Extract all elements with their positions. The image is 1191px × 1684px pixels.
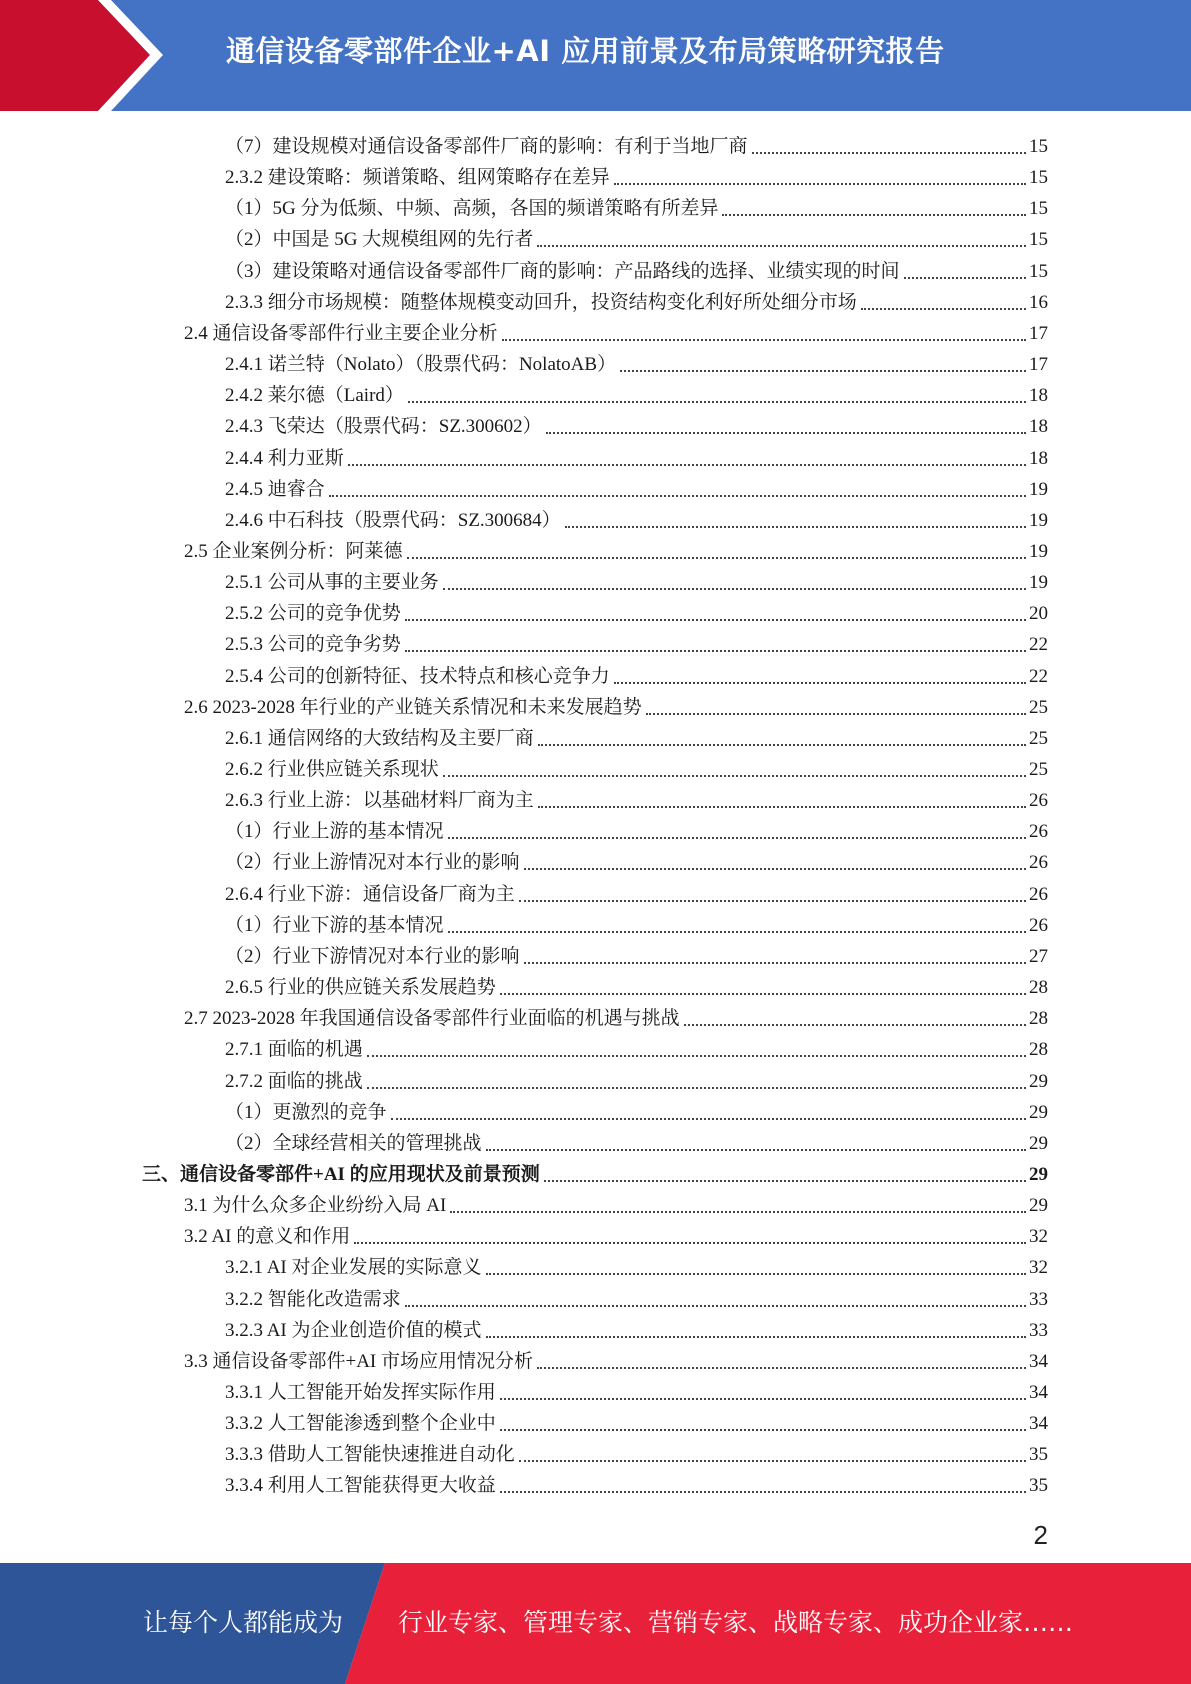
toc-dot-leader <box>500 993 1026 995</box>
toc-entry-title: 三、通信设备零部件+AI 的应用现状及前景预测 <box>142 1163 540 1185</box>
toc-dot-leader <box>448 931 1026 933</box>
toc-dot-leader <box>538 744 1026 746</box>
toc-entry-page: 25 <box>1029 759 1048 780</box>
toc-entry-title: 2.5 企业案例分析：阿莱德 <box>184 540 403 562</box>
toc-dot-leader <box>367 1087 1026 1089</box>
toc-dot-leader <box>408 401 1026 403</box>
toc-dot-leader <box>443 588 1026 590</box>
toc-entry-title: 2.4.2 莱尔德（Laird） <box>225 385 404 407</box>
toc-dot-leader <box>500 1429 1026 1431</box>
toc-dot-leader <box>538 806 1026 808</box>
toc-entry[interactable] <box>225 969 1048 1000</box>
toc-entry-page: 25 <box>1029 727 1048 749</box>
toc-dot-leader <box>405 650 1026 652</box>
toc-entry-page: 29 <box>1029 1070 1048 1092</box>
toc-dot-leader <box>486 1273 1026 1275</box>
page-number: 2 <box>1033 1520 1048 1550</box>
toc-entry[interactable] <box>225 1249 1048 1280</box>
toc-entry[interactable] <box>225 813 1048 844</box>
toc-entry-title: （1）行业下游的基本情况 <box>225 914 444 936</box>
toc-dot-leader <box>524 868 1026 870</box>
toc-entry-page: 26 <box>1029 883 1048 905</box>
toc-entry[interactable] <box>225 1063 1048 1094</box>
toc-entry-title: 2.4 通信设备零部件行业主要企业分析 <box>184 322 498 344</box>
toc-entry[interactable] <box>225 1031 1048 1062</box>
toc-entry-page: 34 <box>1029 1413 1048 1435</box>
toc-entry-page: 15 <box>1029 260 1048 282</box>
toc-dot-leader <box>537 245 1026 247</box>
toc-entry-title: （1）行业上游的基本情况 <box>225 821 444 843</box>
toc-entry-page: 26 <box>1029 914 1048 936</box>
toc-dot-leader <box>486 1336 1026 1338</box>
toc-entry-title: 3.1 为什么众多企业纷纷入局 AI <box>184 1195 447 1217</box>
toc-dot-leader <box>354 1242 1026 1244</box>
toc-entry-title: 2.6.2 行业供应链关系现状 <box>225 759 439 780</box>
toc-dot-leader <box>546 432 1026 434</box>
toc-entry[interactable] <box>225 502 1048 533</box>
toc-entry-page: 15 <box>1029 167 1048 189</box>
toc-entry-page: 34 <box>1029 1350 1048 1372</box>
toc-entry-title: 2.3.2 建设策略：频谱策略、组网策略存在差异 <box>225 167 610 189</box>
toc-entry-page: 34 <box>1029 1382 1048 1403</box>
toc-entry-title: 2.6.4 行业下游：通信设备厂商为主 <box>225 883 515 905</box>
toc-dot-leader <box>620 370 1026 372</box>
toc-entry-title: 2.6.1 通信网络的大致结构及主要厂商 <box>225 727 534 749</box>
toc-entry-title: （1）更激烈的竞争 <box>225 1101 387 1123</box>
toc-entry-title: 2.5.3 公司的竞争劣势 <box>225 634 401 656</box>
toc-entry-page: 27 <box>1029 945 1048 967</box>
toc-entry-page: 32 <box>1029 1226 1048 1248</box>
toc-entry-page: 25 <box>1029 696 1048 718</box>
toc-entry[interactable] <box>184 1000 1048 1031</box>
toc-entry-page: 35 <box>1029 1444 1048 1466</box>
toc-entry[interactable] <box>225 1094 1048 1125</box>
toc-entry-title: （2）全球经营相关的管理挑战 <box>225 1132 482 1154</box>
toc-entry[interactable] <box>225 1436 1048 1467</box>
toc-dot-leader <box>407 557 1026 559</box>
toc-entry-page: 18 <box>1029 447 1048 469</box>
toc-entry[interactable] <box>184 1218 1048 1249</box>
toc-entry-page: 26 <box>1029 821 1048 843</box>
toc-dot-leader <box>752 152 1026 154</box>
toc-dot-leader <box>861 308 1026 310</box>
toc-entry-title: （3）建设策略对通信设备零部件厂商的影响：产品路线的选择、业绩实现的时间 <box>225 260 900 282</box>
toc-entry-title: 2.6.3 行业上游：以基础材料厂商为主 <box>225 790 534 812</box>
toc-entry-title: 2.5.4 公司的创新特征、技术特点和核心竞争力 <box>225 665 610 687</box>
toc-entry[interactable] <box>225 159 1048 190</box>
toc-entry-page: 33 <box>1029 1319 1048 1341</box>
toc-dot-leader <box>519 900 1026 902</box>
toc-entry-page: 15 <box>1029 229 1048 251</box>
toc-entry[interactable] <box>225 1467 1048 1498</box>
toc-entry-page: 26 <box>1029 790 1048 812</box>
toc-entry-page: 33 <box>1029 1288 1048 1310</box>
toc-dot-leader <box>405 619 1026 621</box>
toc-entry-title: 2.5.1 公司从事的主要业务 <box>225 572 439 594</box>
toc-entry-page: 19 <box>1029 509 1048 531</box>
toc-entry[interactable] <box>225 408 1048 439</box>
toc-dot-leader <box>448 837 1026 839</box>
toc-entry-page: 28 <box>1029 1008 1048 1030</box>
header-red-chevron <box>0 0 150 111</box>
toc-entry[interactable] <box>225 440 1048 471</box>
toc-dot-leader <box>391 1118 1026 1120</box>
toc-entry-title: 3.3 通信设备零部件+AI 市场应用情况分析 <box>184 1350 534 1372</box>
toc-dot-leader <box>565 526 1026 528</box>
toc-entry-title: 3.2.2 智能化改造需求 <box>225 1288 401 1310</box>
toc-entry[interactable] <box>225 564 1048 595</box>
toc-entry-page: 29 <box>1029 1195 1048 1217</box>
toc-dot-leader <box>524 962 1026 964</box>
toc-dot-leader <box>537 1367 1026 1369</box>
toc-entry-title: 2.4.5 迪睿合 <box>225 478 325 500</box>
toc-entry[interactable] <box>225 658 1048 689</box>
toc-entry[interactable] <box>225 907 1048 938</box>
toc-entry-page: 28 <box>1029 1039 1048 1061</box>
toc-entry-page: 22 <box>1029 634 1048 656</box>
toc-entry-page: 29 <box>1029 1163 1048 1185</box>
toc-entry[interactable] <box>225 1125 1048 1156</box>
toc-entry-title: 3.2.3 AI 为企业创造价值的模式 <box>225 1319 482 1341</box>
toc-entry[interactable] <box>225 1405 1048 1436</box>
toc-entry-page: 20 <box>1029 603 1048 625</box>
report-title: 通信设备零部件企业+AI 应用前景及布局策略研究报告 <box>226 34 945 68</box>
toc-entry-page: 16 <box>1029 291 1048 313</box>
toc-entry-page: 35 <box>1029 1475 1048 1497</box>
toc-entry[interactable] <box>225 128 1048 159</box>
toc-entry[interactable] <box>225 221 1048 252</box>
toc-dot-leader <box>519 1460 1026 1462</box>
toc-dot-leader <box>502 339 1026 341</box>
toc-entry-title: 2.7.1 面临的机遇 <box>225 1039 363 1061</box>
page-header <box>0 0 1191 111</box>
toc-dot-leader <box>405 1305 1026 1307</box>
toc-dot-leader <box>329 495 1026 497</box>
toc-entry-title: 2.3.3 细分市场规模：随整体规模变动回升，投资结构变化利好所处细分市场 <box>225 291 857 313</box>
toc-entry-page: 29 <box>1029 1132 1048 1154</box>
toc-entry[interactable] <box>225 595 1048 626</box>
toc-dot-leader <box>367 1055 1026 1057</box>
toc-entry-page: 26 <box>1029 852 1048 874</box>
toc-entry-title: （1）5G 分为低频、中频、高频，各国的频谱策略有所差异 <box>225 198 719 220</box>
toc-entry-title: （2）行业上游情况对本行业的影响 <box>225 852 520 874</box>
toc-entry-page: 19 <box>1029 478 1048 500</box>
toc-entry[interactable] <box>184 533 1048 564</box>
toc-entry[interactable] <box>225 346 1048 377</box>
toc-dot-leader <box>450 1211 1026 1213</box>
toc-entry-page: 29 <box>1029 1101 1048 1123</box>
toc-entry[interactable] <box>225 782 1048 813</box>
toc-dot-leader <box>722 214 1026 216</box>
toc-entry[interactable] <box>225 626 1048 657</box>
toc-entry-page: 15 <box>1029 198 1048 220</box>
toc-dot-leader <box>904 277 1026 279</box>
toc-entry-title: （7）建设规模对通信设备零部件厂商的影响：有利于当地厂商 <box>225 136 748 157</box>
toc-dot-leader <box>646 713 1026 715</box>
toc-entry-page: 18 <box>1029 385 1048 407</box>
toc-entry[interactable] <box>225 844 1048 875</box>
toc-entry[interactable] <box>142 1156 1048 1187</box>
toc-entry-title: 2.6 2023-2028 年行业的产业链关系情况和未来发展趋势 <box>184 696 642 718</box>
toc-entry[interactable] <box>225 938 1048 969</box>
toc-entry-title: （2）行业下游情况对本行业的影响 <box>225 945 520 967</box>
toc-entry-title: 3.3.2 人工智能渗透到整个企业中 <box>225 1413 496 1435</box>
toc-entry-title: 3.2 AI 的意义和作用 <box>184 1226 351 1248</box>
toc-entry[interactable] <box>225 471 1048 502</box>
toc-dot-leader <box>500 1491 1026 1493</box>
toc-entry-title: 2.6.5 行业的供应链关系发展趋势 <box>225 977 496 999</box>
toc-entry[interactable] <box>225 1312 1048 1343</box>
toc-entry-title: 2.5.2 公司的竞争优势 <box>225 603 401 625</box>
toc-entry-page: 19 <box>1029 572 1048 594</box>
toc-entry[interactable] <box>184 689 1048 720</box>
toc-entry-title: （2）中国是 5G 大规模组网的先行者 <box>225 229 534 251</box>
toc-entry[interactable] <box>225 377 1048 408</box>
toc-entry-title: 2.7.2 面临的挑战 <box>225 1070 363 1092</box>
toc-entry[interactable] <box>184 1343 1048 1374</box>
toc-entry[interactable] <box>225 751 1048 782</box>
toc-entry-page: 32 <box>1029 1257 1048 1279</box>
toc-entry[interactable] <box>225 1281 1048 1312</box>
toc-entry[interactable] <box>225 253 1048 284</box>
toc-entry-page: 18 <box>1029 416 1048 438</box>
toc-entry[interactable] <box>225 720 1048 751</box>
toc-dot-leader <box>348 464 1026 466</box>
page-footer <box>0 1563 1191 1684</box>
toc-entry-page: 22 <box>1029 665 1048 687</box>
toc-dot-leader <box>486 1149 1026 1151</box>
toc-entry[interactable] <box>184 315 1048 346</box>
toc-entry-page: 17 <box>1029 354 1048 376</box>
toc-entry-title: 2.4.1 诺兰特（Nolato）（股票代码：NolatoAB） <box>225 354 617 376</box>
toc-entry[interactable] <box>225 1374 1048 1405</box>
toc-entry[interactable] <box>225 284 1048 315</box>
toc-entry-page: 17 <box>1029 322 1048 344</box>
footer-slogan-right: 行业专家、管理专家、营销专家、战略专家、成功企业家…… <box>398 1608 1074 1637</box>
toc-entry-title: 2.4.6 中石科技（股票代码：SZ.300684） <box>225 509 561 531</box>
toc-entry-title: 2.4.4 利力亚斯 <box>225 447 344 469</box>
toc-entry[interactable] <box>225 876 1048 907</box>
toc-entry-title: 3.3.4 利用人工智能获得更大收益 <box>225 1475 496 1497</box>
toc-dot-leader <box>614 682 1026 684</box>
toc-entry-title: 3.3.3 借助人工智能快速推进自动化 <box>225 1444 515 1466</box>
toc-entry-title: 3.2.1 AI 对企业发展的实际意义 <box>225 1257 482 1279</box>
toc-entry-title: 2.4.3 飞荣达（股票代码：SZ.300602） <box>225 416 542 438</box>
footer-slogan-left: 让每个人都能成为 <box>143 1608 344 1637</box>
toc-dot-leader <box>684 1024 1026 1026</box>
toc-entry-page: 28 <box>1029 977 1048 999</box>
toc-dot-leader <box>500 1398 1026 1400</box>
toc-entry-title: 2.7 2023-2028 年我国通信设备零部件行业面临的机遇与挑战 <box>184 1008 680 1030</box>
toc-entry[interactable] <box>225 190 1048 221</box>
toc-dot-leader <box>443 775 1026 777</box>
toc-entry-title: 3.3.1 人工智能开始发挥实际作用 <box>225 1382 496 1403</box>
toc-entry[interactable] <box>184 1187 1048 1218</box>
toc-entry-page: 19 <box>1029 540 1048 562</box>
toc-dot-leader <box>614 183 1026 185</box>
toc-dot-leader <box>544 1180 1026 1182</box>
toc-entry-page: 15 <box>1029 136 1048 157</box>
